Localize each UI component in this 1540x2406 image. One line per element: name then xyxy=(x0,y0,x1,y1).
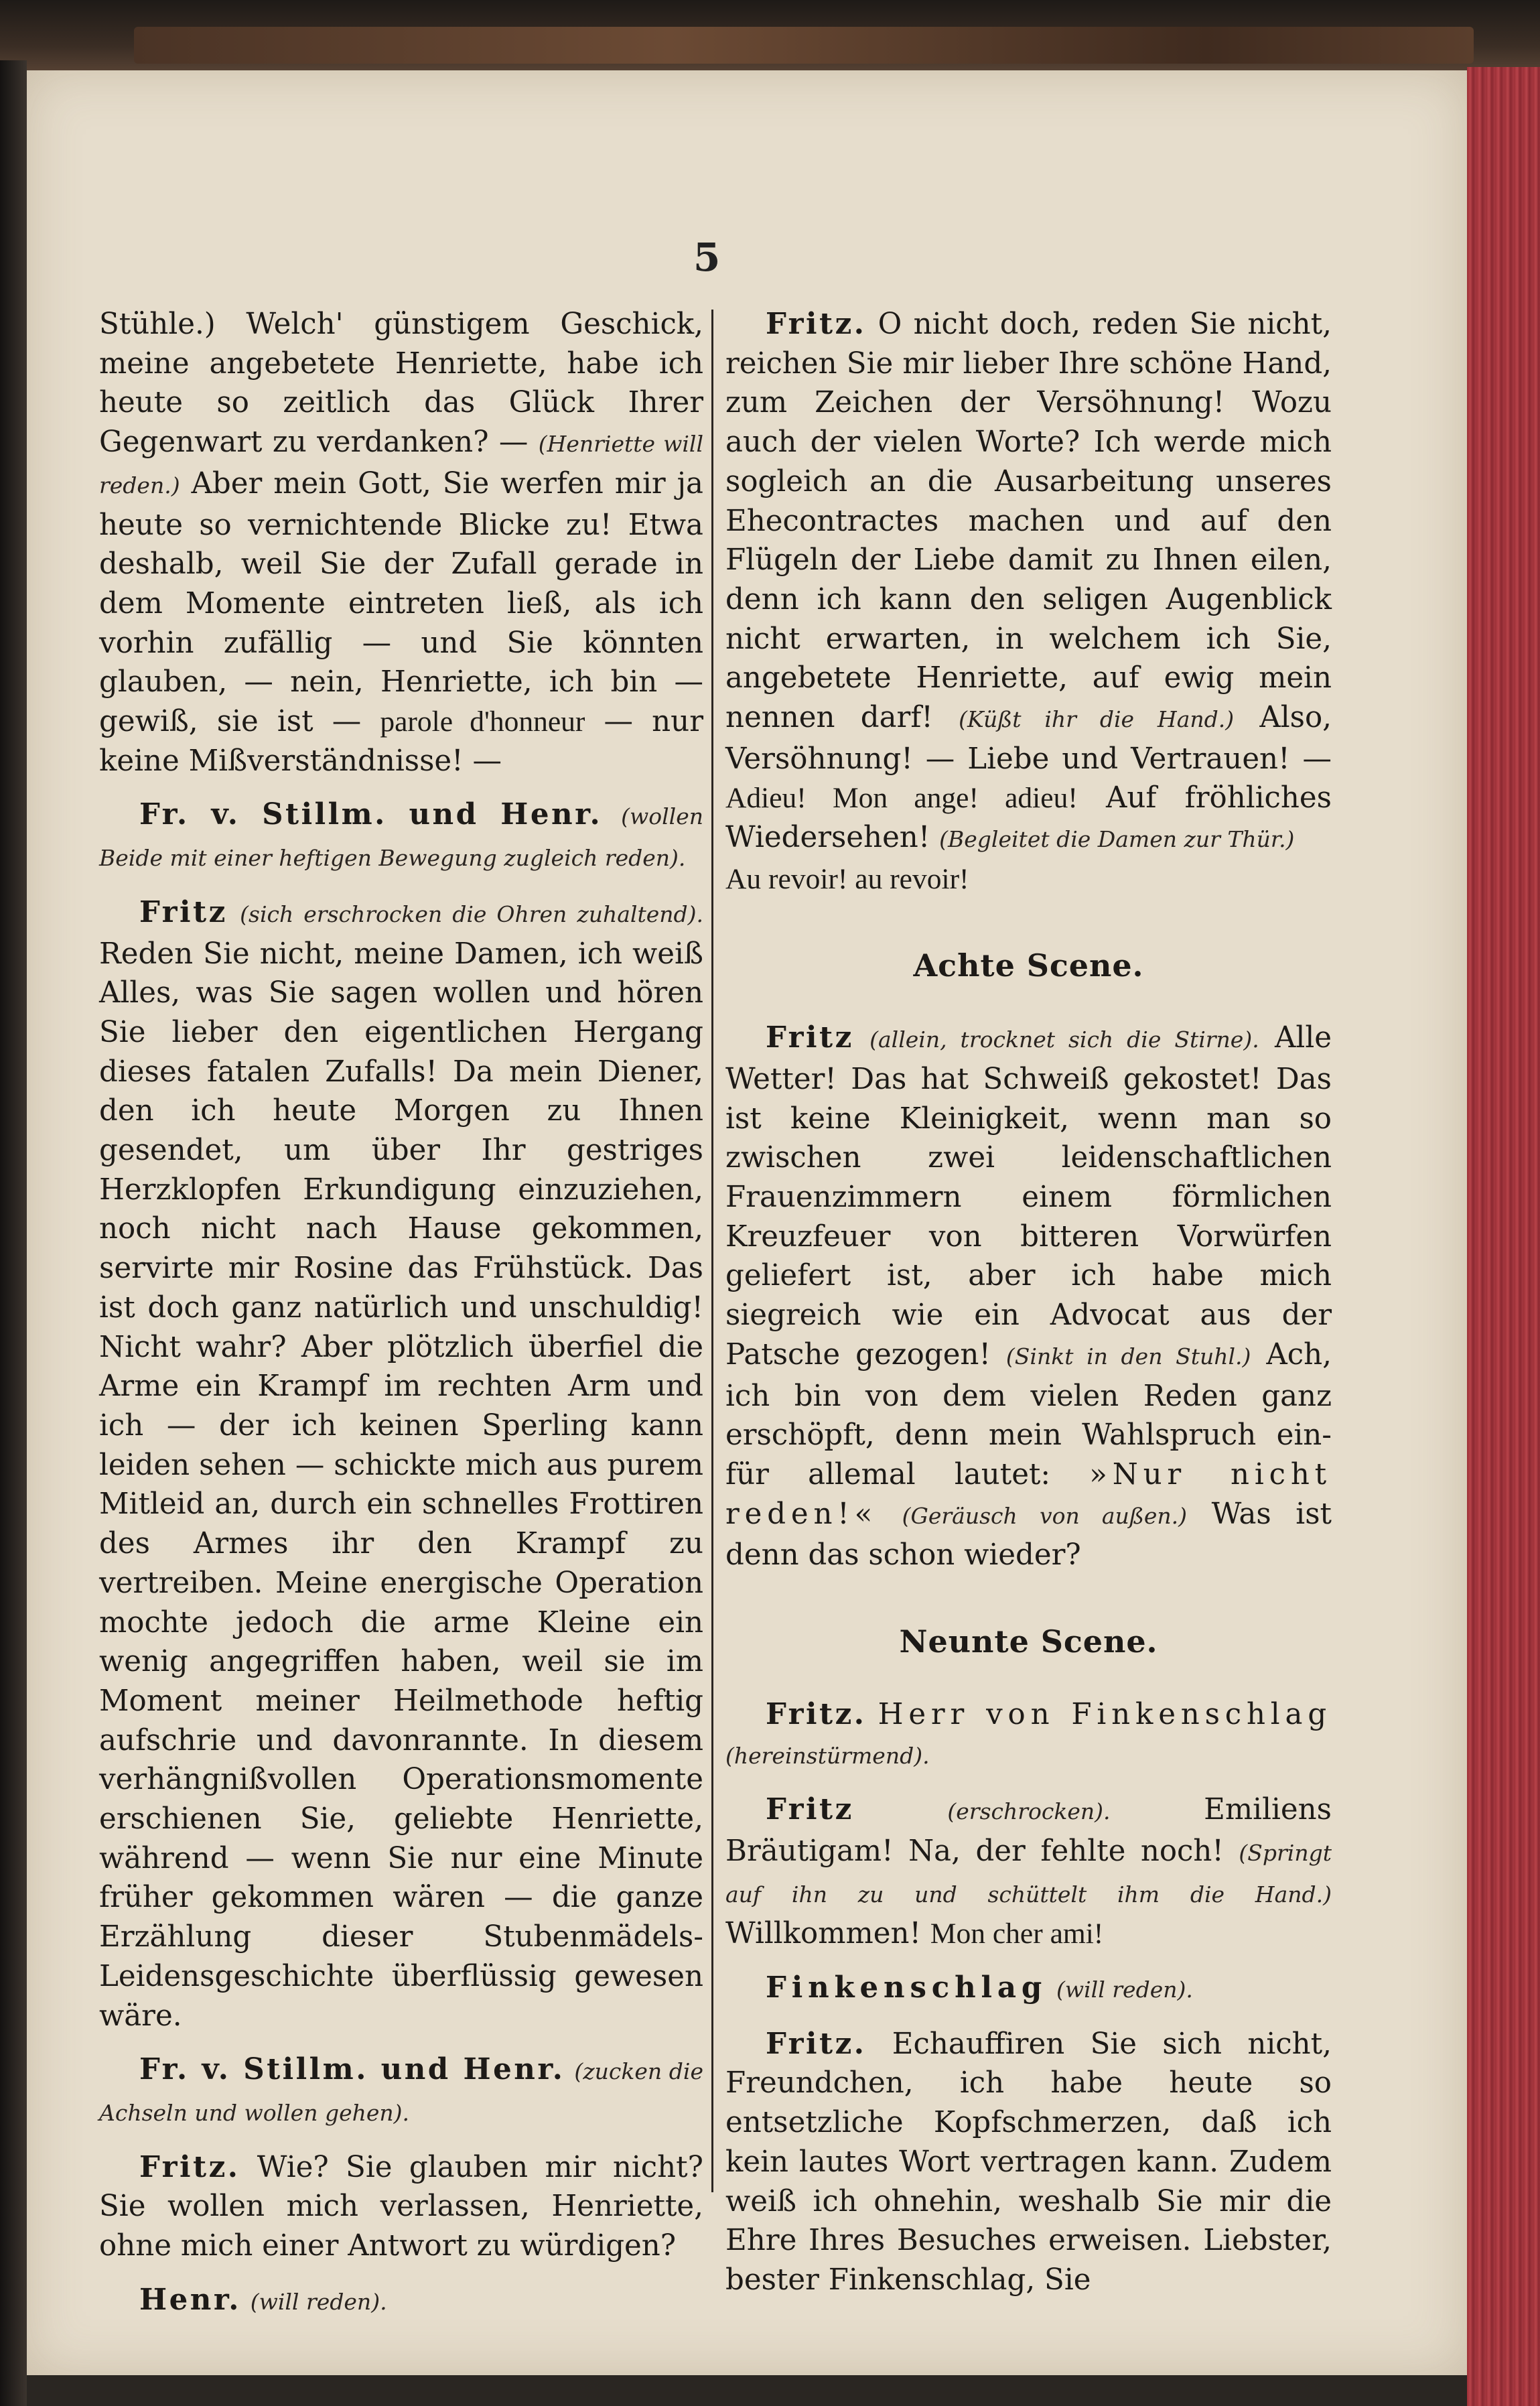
stage-direction: (wollen Beide mit einer heftigen Bewegung zugleich reden). xyxy=(99,803,703,872)
paragraph xyxy=(99,2281,703,2322)
dialogue-text: Emiliens Bräutigam! Na, der fehlte noch! xyxy=(725,1793,1332,1868)
latin-text: parole d'honneur xyxy=(380,706,585,738)
dialogue-text: Ach, ich bin von dem vielen Reden ganz erschöpft, denn mein Wahlspruch ein- für allemal lautet: xyxy=(725,1337,1332,1491)
dialogue-text: Reden Sie nicht, meine Damen, ich weiß Alles, was Sie sagen wollen und hören Sie lieber den eigentlichen Hergang dieses fatalen Zufalls! Da mein Diener, den ich heute Morgen zu Ihnen gesendet, um über Ihr gestriges Herzklopfen Erkundigung einzuziehen, noch nicht nach Hause gekommen, servirte mir Rosine das Frühstück. Das ist doch ganz natürlich und unschuldig! Nicht wahr? Aber plötzlich überfiel die Arme ein Krampf im rechten Arm und ich — der ich keinen Sperling kann leiden sehen — schickte mich aus purem Mitleid an, durch ein schnelles Frottiren des Armes ihr den Krampf zu vertreiben. Meine energische Operation mochte jedoch die arme Kleine ein wenig angegriffen haben, weil sie im Moment meiner Heilmethode heftig aufschrie und davonrannte. In diesem verhängnißvollen Operationsmomente erschienen Sie, geliebte Henriette, während — wenn Sie nur eine Minute früher gekommen wären — die ganze Erzählung dieser Stubenmädels-Leidensgeschichte überflüssig gewesen wäre. xyxy=(99,937,703,2033)
dialogue-text: Stühle.) Welch' günstigem Geschick, meine angebetete Henriette, habe ich heute so zeitlich das Glück Ihrer Gegenwart zu verdanken? — xyxy=(99,308,703,460)
paragraph xyxy=(99,2050,703,2133)
latin-text: Au revoir! au revoir! xyxy=(725,862,969,895)
stage-direction: (Begleitet die Damen zur Thür.) xyxy=(939,826,1295,853)
paragraph xyxy=(725,1018,1332,1575)
stage-direction: (zucken die Achseln und wollen gehen). xyxy=(99,2058,704,2126)
speaker-name: Fritz. xyxy=(766,1696,867,1731)
paragraph xyxy=(725,1695,1332,1776)
speaker-name: Fritz. xyxy=(766,2026,867,2061)
paragraph xyxy=(725,2025,1332,2300)
stage-direction: (will reden). xyxy=(1056,1977,1193,2003)
dialogue-text: Echauffiren Sie sich nicht, Freundchen, ich habe heute so entsetzliche Kopfschmerzen, daß ich kein lautes Wort vertragen kann. Zudem weiß ich ohnehin, weshalb Sie mir die Ehre Ihres Besuches erweisen. Liebster, bester Finkenschlag, Sie xyxy=(725,2027,1332,2297)
stage-direction: (will reden). xyxy=(250,2288,387,2315)
dialogue-text: — nur keine Mißverständnisse! — xyxy=(99,705,703,778)
scene-heading: Neunte Scene. xyxy=(899,1623,1158,1660)
column-divider xyxy=(711,310,713,2192)
stage-direction: (hereinstürmend). xyxy=(725,1742,930,1769)
leather-spine xyxy=(134,27,1474,64)
paragraph xyxy=(99,795,703,878)
dialogue-text: Alle Wetter! Das hat Schweiß gekostet! Das ist keine Kleinigkeit, wenn man so zwischen zwei leidenschaftlichen Frauenzimmern einem förmlichen Kreuzfeuer von bitteren Vorwürfen geliefert ist, aber ich habe mich siegreich wie ein Advocat aus der Patsche gezogen! xyxy=(725,1021,1332,1372)
speaker-name: Fritz xyxy=(139,894,228,929)
paragraph xyxy=(99,2148,703,2266)
paragraph xyxy=(725,1790,1332,1954)
speaker-name: Fritz. xyxy=(139,2149,240,2184)
stage-direction: (Sinkt in den Stuhl.) xyxy=(1005,1343,1251,1369)
dialogue-text: Also, Versöhnung! — Liebe und Vertrauen! — xyxy=(725,701,1332,776)
dialogue-text: Was ist denn das schon wieder? xyxy=(725,1497,1332,1573)
stage-direction: (Küßt ihr die Hand.) xyxy=(959,706,1235,733)
paragraph xyxy=(99,305,703,781)
speaker-name: Finkenschlag xyxy=(766,1970,1048,2005)
stage-direction: (erschrocken). xyxy=(947,1798,1111,1825)
page-number: 5 xyxy=(693,235,721,280)
scene-heading: Achte Scene. xyxy=(913,947,1144,984)
book-binding-top xyxy=(0,0,1540,77)
dialogue-text: O nicht doch, reden Sie nicht, reichen Sie mir lieber Ihre schöne Hand, zum Zeichen der Versöhnung! Wozu auch der vielen Worte? Ich werde mich sogleich an die Ausarbeitung unseres Ehecontractes machen und auf den Flügeln der Liebe damit zu Ihnen eilen, denn ich kann den seligen Augenblick nicht erwarten, in welchem ich Sie, angebetete Henriette, auf ewig mein nennen darf! xyxy=(725,308,1332,735)
dialogue-text: Auf fröhliches Wiedersehen! xyxy=(725,781,1332,855)
dialogue-text: Aber mein Gott, Sie werfen mir ja heute so vernichtende Blicke zu! Etwa deshalb, weil Sie der Zufall gerade in dem Momente eintreten ließ, als ich vorhin zufällig — und Sie könnten glauben, — nein, Henriette, ich bin — gewiß, sie ist — xyxy=(99,466,703,739)
paragraph xyxy=(725,1968,1332,2010)
speaker-name: Henr. xyxy=(139,2282,241,2317)
right-column xyxy=(725,305,1332,2315)
speaker-name: Fritz. xyxy=(766,307,867,341)
stage-direction: (Springt auf ihn zu und schüttelt ihm die Hand.) xyxy=(725,1839,1332,1908)
speaker-name: Fr. v. Stillm. und Henr. xyxy=(139,797,603,832)
character-name: Herr von Finkenschlag xyxy=(878,1697,1332,1731)
left-column xyxy=(99,305,703,2336)
latin-text: Adieu! Mon ange! adieu! xyxy=(725,782,1078,815)
dialogue-text: Willkommen! xyxy=(725,1917,930,1951)
red-page-edges xyxy=(1467,67,1540,2406)
paragraph xyxy=(99,893,703,2035)
stage-direction: (allein, trocknet sich die Stirne). xyxy=(869,1026,1259,1053)
speaker-name: Fr. v. Stillm. und Henr. xyxy=(139,2052,565,2087)
stage-direction: (Henriette will reden.) xyxy=(99,431,704,498)
stage-direction: (sich erschrocken die Ohren zuhaltend). xyxy=(240,900,703,927)
stage-direction: (Geräusch von außen.) xyxy=(902,1502,1188,1529)
latin-text: Mon cher ami! xyxy=(930,1918,1104,1950)
motto-text: »Nur nicht reden!« xyxy=(725,1457,1332,1531)
paragraph xyxy=(725,305,1332,899)
book-left-edge xyxy=(0,60,27,2406)
dialogue-text: Wie? Sie glauben mir nicht? Sie wollen mich verlassen, Henriette, ohne mich einer Antwort zu würdigen? xyxy=(99,2150,703,2263)
speaker-name: Fritz xyxy=(766,1792,854,1827)
speaker-name: Fritz xyxy=(766,1020,854,1055)
